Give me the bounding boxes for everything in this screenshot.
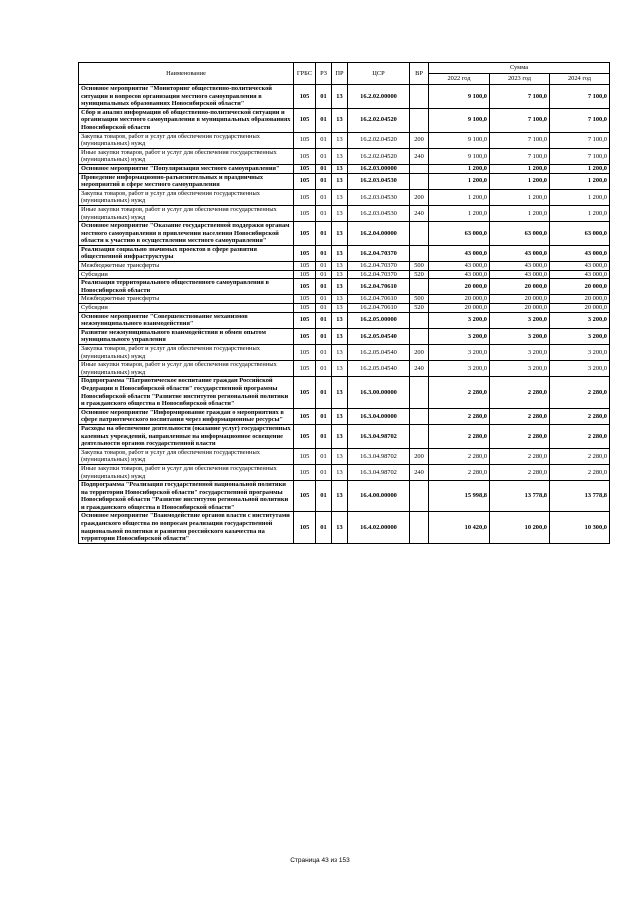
- table-body: [79, 85, 610, 544]
- cell-vr: 500: [410, 262, 429, 271]
- cell-2023: 43 000,0: [490, 270, 550, 279]
- cell-rz: 01: [316, 312, 332, 328]
- cell-2024: 3 200,0: [550, 345, 610, 361]
- cell-2024: 1 200,0: [550, 173, 610, 189]
- col-header-grbs: ГРБС: [294, 63, 316, 85]
- cell-name: Закупка товаров, работ и услуг для обеспечения государственных (муниципальных) нужд: [79, 132, 294, 148]
- cell-pr: 13: [332, 481, 348, 512]
- cell-2023: 7 100,0: [490, 148, 550, 164]
- table-row: [79, 279, 610, 295]
- cell-name: Реализация социально значимых проектов в сфере развития общественной инфраструктуры: [79, 245, 294, 261]
- cell-name: Реализация территориального общественного самоуправления в Новосибирской области: [79, 279, 294, 295]
- cell-2024: 43 000,0: [550, 262, 610, 271]
- cell-csr: 16.2.03.04530: [348, 189, 410, 205]
- cell-name: Иные закупки товаров, работ и услуг для обеспечения государственных (муниципальных) нужд: [79, 464, 294, 480]
- cell-grbs: 105: [294, 85, 316, 109]
- cell-grbs: 105: [294, 245, 316, 261]
- cell-vr: 240: [410, 148, 429, 164]
- cell-name: Межбюджетные трансферты: [79, 295, 294, 304]
- cell-vr: [410, 328, 429, 344]
- cell-2024: 43 000,0: [550, 270, 610, 279]
- cell-pr: 13: [332, 245, 348, 261]
- cell-2022: 2 280,0: [429, 424, 490, 448]
- cell-csr: 16.2.03.04530: [348, 205, 410, 221]
- cell-2024: 2 280,0: [550, 464, 610, 480]
- col-header-2022: 2022 год: [429, 74, 490, 85]
- cell-name: Основное мероприятие "Оказание государственной поддержки органам местного самоуправления в привлечении населения Новосибирской области к участию в осуществлении местного самоуправления": [79, 222, 294, 246]
- cell-2023: 3 200,0: [490, 345, 550, 361]
- cell-rz: 01: [316, 245, 332, 261]
- cell-csr: 16.4.02.00000: [348, 512, 410, 543]
- cell-rz: 01: [316, 173, 332, 189]
- cell-2022: 2 280,0: [429, 377, 490, 408]
- cell-2024: 7 100,0: [550, 132, 610, 148]
- cell-csr: 16.2.05.04540: [348, 328, 410, 344]
- cell-2024: 7 100,0: [550, 108, 610, 132]
- cell-name: Межбюджетные трансферты: [79, 262, 294, 271]
- cell-grbs: 105: [294, 304, 316, 313]
- table-row: [79, 448, 610, 464]
- table-row: [79, 108, 610, 132]
- cell-rz: 01: [316, 464, 332, 480]
- cell-grbs: 105: [294, 424, 316, 448]
- cell-pr: 13: [332, 262, 348, 271]
- cell-rz: 01: [316, 222, 332, 246]
- cell-vr: [410, 85, 429, 109]
- table-row: [79, 85, 610, 109]
- cell-vr: [410, 481, 429, 512]
- table-row: [79, 270, 610, 279]
- cell-2022: 15 998,8: [429, 481, 490, 512]
- cell-pr: 13: [332, 377, 348, 408]
- cell-csr: 16.2.04.70370: [348, 270, 410, 279]
- cell-vr: [410, 377, 429, 408]
- cell-name: Проведение информационно-разъяснительных и праздничных мероприятий в сфере местного самоуправления: [79, 173, 294, 189]
- cell-name: Основное мероприятие "Популяризация местного самоуправления": [79, 164, 294, 173]
- cell-rz: 01: [316, 345, 332, 361]
- cell-grbs: 105: [294, 377, 316, 408]
- cell-vr: 520: [410, 304, 429, 313]
- cell-rz: 01: [316, 328, 332, 344]
- budget-table: [78, 62, 610, 544]
- cell-2022: 1 200,0: [429, 173, 490, 189]
- table-row: [79, 132, 610, 148]
- cell-2023: 20 000,0: [490, 279, 550, 295]
- cell-name: Субсидии: [79, 304, 294, 313]
- table-row: [79, 148, 610, 164]
- cell-pr: 13: [332, 148, 348, 164]
- table-row: [79, 328, 610, 344]
- cell-pr: 13: [332, 270, 348, 279]
- cell-name: Основное мероприятие "Мониторинг общественно-политической ситуации и вопросов организации местного самоуправления в муниципальных образованиях Новосибирской области": [79, 85, 294, 109]
- cell-pr: 13: [332, 205, 348, 221]
- cell-csr: 16.3.00.00000: [348, 377, 410, 408]
- cell-rz: 01: [316, 164, 332, 173]
- cell-2024: 43 000,0: [550, 245, 610, 261]
- cell-2022: 2 280,0: [429, 408, 490, 424]
- cell-rz: 01: [316, 85, 332, 109]
- cell-2023: 1 200,0: [490, 164, 550, 173]
- cell-grbs: 105: [294, 361, 316, 377]
- table-row: [79, 205, 610, 221]
- table-row: [79, 408, 610, 424]
- cell-grbs: 105: [294, 108, 316, 132]
- cell-2024: 1 200,0: [550, 205, 610, 221]
- cell-vr: 200: [410, 345, 429, 361]
- table-row: [79, 361, 610, 377]
- cell-2023: 2 280,0: [490, 464, 550, 480]
- cell-csr: 16.2.05.00000: [348, 312, 410, 328]
- cell-grbs: 105: [294, 270, 316, 279]
- cell-rz: 01: [316, 262, 332, 271]
- table-row: [79, 222, 610, 246]
- cell-rz: 01: [316, 448, 332, 464]
- table-row: [79, 377, 610, 408]
- cell-2023: 3 200,0: [490, 328, 550, 344]
- cell-2022: 10 420,0: [429, 512, 490, 543]
- cell-pr: 13: [332, 189, 348, 205]
- cell-2022: 1 200,0: [429, 164, 490, 173]
- cell-name: Закупка товаров, работ и услуг для обеспечения государственных (муниципальных) нужд: [79, 448, 294, 464]
- cell-2022: 1 200,0: [429, 205, 490, 221]
- cell-rz: 01: [316, 361, 332, 377]
- cell-grbs: 105: [294, 312, 316, 328]
- cell-2024: 13 778,8: [550, 481, 610, 512]
- cell-name: Иные закупки товаров, работ и услуг для обеспечения государственных (муниципальных) нужд: [79, 205, 294, 221]
- cell-2024: 2 280,0: [550, 408, 610, 424]
- cell-2022: 43 000,0: [429, 270, 490, 279]
- cell-2022: 63 000,0: [429, 222, 490, 246]
- cell-csr: 16.2.03.04530: [348, 173, 410, 189]
- cell-2024: 1 200,0: [550, 189, 610, 205]
- cell-2023: 2 280,0: [490, 408, 550, 424]
- cell-vr: [410, 222, 429, 246]
- col-header-csr: ЦСР: [348, 63, 410, 85]
- page-number: Страница 43 из 153: [290, 857, 350, 864]
- cell-2024: 3 200,0: [550, 361, 610, 377]
- cell-2024: 2 280,0: [550, 377, 610, 408]
- cell-2023: 1 200,0: [490, 205, 550, 221]
- cell-2023: 2 280,0: [490, 377, 550, 408]
- cell-2022: 9 100,0: [429, 85, 490, 109]
- cell-rz: 01: [316, 189, 332, 205]
- cell-2024: 2 280,0: [550, 448, 610, 464]
- cell-2022: 1 200,0: [429, 189, 490, 205]
- cell-csr: 16.3.04.98702: [348, 448, 410, 464]
- cell-2023: 1 200,0: [490, 173, 550, 189]
- table-row: [79, 304, 610, 313]
- cell-2024: 20 000,0: [550, 295, 610, 304]
- cell-pr: 13: [332, 464, 348, 480]
- cell-vr: 200: [410, 448, 429, 464]
- cell-2023: 20 000,0: [490, 304, 550, 313]
- table-row: [79, 173, 610, 189]
- cell-grbs: 105: [294, 205, 316, 221]
- cell-2024: 2 280,0: [550, 424, 610, 448]
- cell-grbs: 105: [294, 189, 316, 205]
- cell-vr: 240: [410, 361, 429, 377]
- cell-rz: 01: [316, 132, 332, 148]
- cell-vr: 500: [410, 295, 429, 304]
- cell-2022: 43 000,0: [429, 262, 490, 271]
- cell-2024: 3 200,0: [550, 312, 610, 328]
- cell-rz: 01: [316, 279, 332, 295]
- cell-rz: 01: [316, 424, 332, 448]
- cell-name: Подпрограмма "Реализация государственной национальной политики на территории Новосибирской области" государственной программы Новосибирской области "Развитие институтов региональной политики и гражданского общества в Новосибирской области": [79, 481, 294, 512]
- cell-2024: 7 100,0: [550, 148, 610, 164]
- cell-csr: 16.2.02.04520: [348, 132, 410, 148]
- cell-rz: 01: [316, 377, 332, 408]
- cell-grbs: 105: [294, 222, 316, 246]
- cell-csr: 16.4.00.00000: [348, 481, 410, 512]
- cell-2023: 3 200,0: [490, 361, 550, 377]
- col-header-name: Наименование: [79, 63, 294, 85]
- cell-grbs: 105: [294, 464, 316, 480]
- cell-csr: 16.3.04.00000: [348, 408, 410, 424]
- table-row: [79, 295, 610, 304]
- cell-2022: 3 200,0: [429, 345, 490, 361]
- cell-csr: 16.2.04.70370: [348, 245, 410, 261]
- cell-grbs: 105: [294, 279, 316, 295]
- cell-grbs: 105: [294, 295, 316, 304]
- cell-vr: [410, 424, 429, 448]
- cell-vr: 200: [410, 189, 429, 205]
- cell-2022: 2 280,0: [429, 448, 490, 464]
- cell-pr: 13: [332, 448, 348, 464]
- cell-pr: 13: [332, 132, 348, 148]
- cell-vr: [410, 408, 429, 424]
- cell-name: Основное мероприятие "Совершенствование механизмов межмуниципального взаимодействия": [79, 312, 294, 328]
- cell-2023: 2 280,0: [490, 424, 550, 448]
- cell-pr: 13: [332, 108, 348, 132]
- cell-vr: [410, 245, 429, 261]
- cell-vr: [410, 108, 429, 132]
- cell-csr: 16.2.02.04520: [348, 148, 410, 164]
- cell-grbs: 105: [294, 512, 316, 543]
- cell-2023: 13 778,8: [490, 481, 550, 512]
- cell-csr: 16.2.05.04540: [348, 361, 410, 377]
- cell-vr: [410, 312, 429, 328]
- cell-rz: 01: [316, 270, 332, 279]
- cell-2023: 10 200,0: [490, 512, 550, 543]
- cell-pr: 13: [332, 361, 348, 377]
- cell-grbs: 105: [294, 132, 316, 148]
- cell-rz: 01: [316, 304, 332, 313]
- cell-2023: 7 100,0: [490, 132, 550, 148]
- cell-name: Закупка товаров, работ и услуг для обеспечения государственных (муниципальных) нужд: [79, 189, 294, 205]
- col-header-2024: 2024 год: [550, 74, 610, 85]
- table-row: [79, 481, 610, 512]
- cell-csr: 16.2.04.00000: [348, 222, 410, 246]
- cell-pr: 13: [332, 279, 348, 295]
- cell-2023: 2 280,0: [490, 448, 550, 464]
- cell-2022: 20 000,0: [429, 279, 490, 295]
- budget-table-container: [78, 62, 609, 544]
- cell-rz: 01: [316, 205, 332, 221]
- cell-2022: 9 100,0: [429, 148, 490, 164]
- col-header-pr: ПР: [332, 63, 348, 85]
- cell-csr: 16.2.02.04520: [348, 108, 410, 132]
- cell-grbs: 105: [294, 164, 316, 173]
- cell-vr: 520: [410, 270, 429, 279]
- cell-vr: [410, 512, 429, 543]
- cell-2024: 10 300,0: [550, 512, 610, 543]
- cell-name: Расходы на обеспечение деятельности (оказание услуг) государственных казенных учреждений, направленные на информационное освещение деятельности органов государственной власти: [79, 424, 294, 448]
- col-header-vr: ВР: [410, 63, 429, 85]
- cell-2023: 20 000,0: [490, 295, 550, 304]
- cell-rz: 01: [316, 481, 332, 512]
- cell-grbs: 105: [294, 481, 316, 512]
- cell-name: Закупка товаров, работ и услуг для обеспечения государственных (муниципальных) нужд: [79, 345, 294, 361]
- cell-vr: 240: [410, 464, 429, 480]
- col-header-sum: Сумма: [429, 63, 610, 74]
- cell-2024: 3 200,0: [550, 328, 610, 344]
- cell-2023: 43 000,0: [490, 262, 550, 271]
- col-header-rz: РЗ: [316, 63, 332, 85]
- cell-name: Иные закупки товаров, работ и услуг для обеспечения государственных (муниципальных) нужд: [79, 148, 294, 164]
- cell-grbs: 105: [294, 345, 316, 361]
- table-row: [79, 464, 610, 480]
- cell-2022: 3 200,0: [429, 328, 490, 344]
- cell-name: Иные закупки товаров, работ и услуг для обеспечения государственных (муниципальных) нужд: [79, 361, 294, 377]
- cell-pr: 13: [332, 173, 348, 189]
- cell-2022: 9 100,0: [429, 108, 490, 132]
- table-row: [79, 164, 610, 173]
- cell-name: Подпрограмма "Патриотическое воспитание граждан Российской Федерации в Новосибирской области" государственной программы Новосибирской области "Развитие институтов региональной политики и гражданского общества в Новосибирской области": [79, 377, 294, 408]
- cell-2024: 63 000,0: [550, 222, 610, 246]
- cell-pr: 13: [332, 164, 348, 173]
- cell-pr: 13: [332, 295, 348, 304]
- cell-csr: 16.2.04.70370: [348, 262, 410, 271]
- cell-name: Субсидии: [79, 270, 294, 279]
- cell-2024: 7 100,0: [550, 85, 610, 109]
- cell-2023: 7 100,0: [490, 85, 550, 109]
- cell-rz: 01: [316, 148, 332, 164]
- table-row: [79, 245, 610, 261]
- table-row: [79, 512, 610, 543]
- cell-csr: 16.2.04.70610: [348, 279, 410, 295]
- cell-rz: 01: [316, 108, 332, 132]
- table-row: [79, 262, 610, 271]
- cell-grbs: 105: [294, 448, 316, 464]
- cell-pr: 13: [332, 512, 348, 543]
- table-row: [79, 424, 610, 448]
- cell-pr: 13: [332, 408, 348, 424]
- cell-2024: 20 000,0: [550, 279, 610, 295]
- cell-vr: 240: [410, 205, 429, 221]
- cell-2023: 43 000,0: [490, 245, 550, 261]
- cell-2022: 9 100,0: [429, 132, 490, 148]
- cell-pr: 13: [332, 222, 348, 246]
- cell-csr: 16.2.02.00000: [348, 85, 410, 109]
- cell-name: Основное мероприятие "Взаимодействие органов власти с институтами гражданского общества по вопросам реализации государственной национальной политики и развития российского казачества на территории Новосибирской области": [79, 512, 294, 543]
- table-row: [79, 189, 610, 205]
- cell-vr: [410, 279, 429, 295]
- cell-2023: 63 000,0: [490, 222, 550, 246]
- table-row: [79, 345, 610, 361]
- cell-csr: 16.2.03.00000: [348, 164, 410, 173]
- cell-vr: [410, 164, 429, 173]
- cell-2022: 2 280,0: [429, 464, 490, 480]
- cell-2022: 3 200,0: [429, 312, 490, 328]
- cell-name: Развитие межмуниципального взаимодействия и обмен опытом муниципального управления: [79, 328, 294, 344]
- cell-csr: 16.2.04.70610: [348, 295, 410, 304]
- cell-rz: 01: [316, 512, 332, 543]
- cell-csr: 16.3.04.98702: [348, 464, 410, 480]
- cell-2022: 20 000,0: [429, 295, 490, 304]
- cell-pr: 13: [332, 328, 348, 344]
- table-row: [79, 312, 610, 328]
- cell-name: Основное мероприятие "Информирование граждан о мероприятиях в сфере патриотического воспитания через информационные ресурсы": [79, 408, 294, 424]
- cell-2023: 3 200,0: [490, 312, 550, 328]
- cell-pr: 13: [332, 345, 348, 361]
- cell-2022: 43 000,0: [429, 245, 490, 261]
- col-header-2023: 2023 год: [490, 74, 550, 85]
- cell-2024: 1 200,0: [550, 164, 610, 173]
- cell-grbs: 105: [294, 173, 316, 189]
- cell-2023: 1 200,0: [490, 189, 550, 205]
- cell-2024: 20 000,0: [550, 304, 610, 313]
- cell-2023: 7 100,0: [490, 108, 550, 132]
- cell-name: Сбор и анализ информации об общественно-политической ситуации и организации местного самоуправления в муниципальных образованиях Новосибирской области: [79, 108, 294, 132]
- cell-pr: 13: [332, 312, 348, 328]
- cell-csr: 16.2.05.04540: [348, 345, 410, 361]
- cell-2022: 3 200,0: [429, 361, 490, 377]
- cell-pr: 13: [332, 85, 348, 109]
- cell-vr: 200: [410, 132, 429, 148]
- cell-rz: 01: [316, 408, 332, 424]
- cell-rz: 01: [316, 295, 332, 304]
- cell-csr: 16.2.04.70610: [348, 304, 410, 313]
- cell-csr: 16.3.04.98702: [348, 424, 410, 448]
- cell-grbs: 105: [294, 148, 316, 164]
- cell-vr: [410, 173, 429, 189]
- cell-pr: 13: [332, 304, 348, 313]
- cell-2022: 20 000,0: [429, 304, 490, 313]
- cell-grbs: 105: [294, 262, 316, 271]
- cell-grbs: 105: [294, 408, 316, 424]
- cell-grbs: 105: [294, 328, 316, 344]
- cell-pr: 13: [332, 424, 348, 448]
